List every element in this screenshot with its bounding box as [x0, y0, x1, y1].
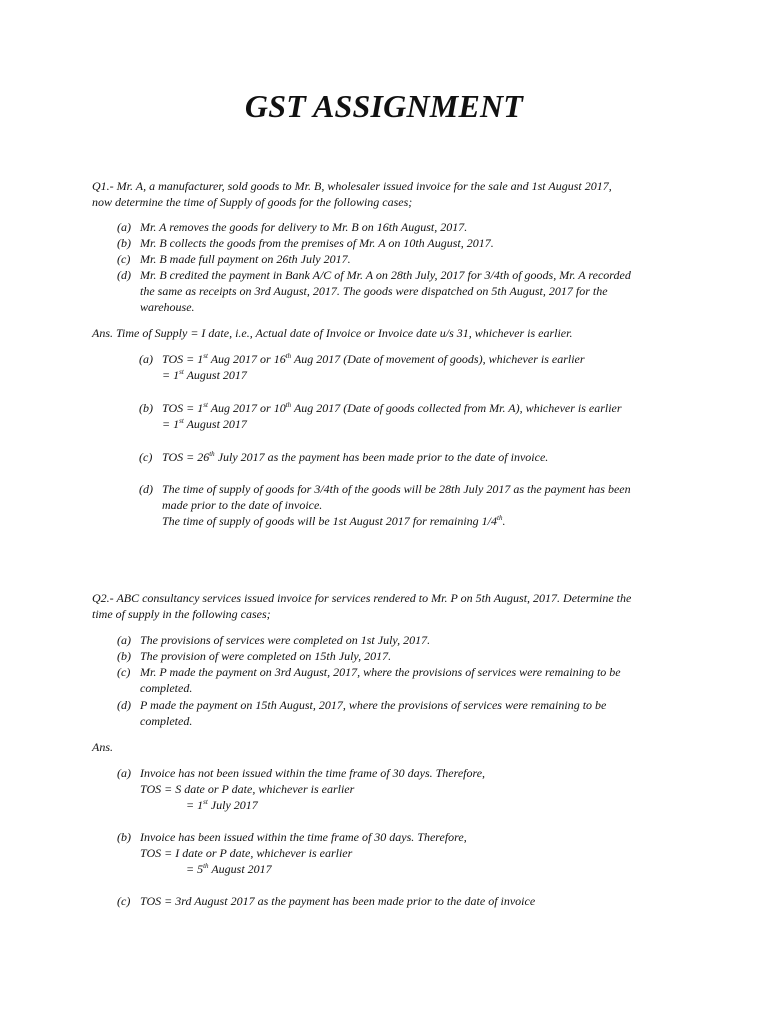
answer-text: made prior to the date of invoice.	[162, 498, 323, 512]
case-text: The provisions of services were completed on 1st July, 2017.	[140, 633, 431, 647]
answer-text: Invoice has been issued within the time frame of 30 days. Therefore,	[140, 830, 467, 844]
answer-text: TOS = 3rd August 2017 as the payment has been made prior to the date of invoice	[140, 894, 536, 908]
answer-text: TOS = 1st Aug 2017 or 10th Aug 2017 (Date of goods collected from Mr. A), whichever is earlier	[162, 401, 622, 415]
page-title: GST ASSIGNMENT	[244, 88, 524, 124]
answer-label: (c)	[117, 894, 131, 908]
q1-answer-intro: Ans. Time of Supply = I date, i.e., Actual date of Invoice or Invoice date u/s 31, whichever is earlier.	[92, 326, 573, 340]
case-label: (a)	[117, 220, 131, 234]
answer-text: = 1st July 2017	[186, 798, 258, 812]
case-text: completed.	[140, 714, 193, 728]
case-label: (c)	[117, 252, 131, 266]
q1-question	[92, 178, 682, 210]
case-text: Mr. A removes the goods for delivery to Mr. B on 16th August, 2017.	[140, 220, 468, 234]
answer-label: (b)	[139, 401, 153, 415]
answer-text: = 1st August 2017	[162, 417, 247, 431]
q2-question-line: Q2.- ABC consultancy services issued invoice for services rendered to Mr. P on 5th August, 2017. Determine the	[92, 591, 632, 605]
case-label: (b)	[117, 649, 131, 663]
answer-text: TOS = I date or P date, whichever is earlier	[140, 846, 353, 860]
answer-label: (a)	[139, 352, 153, 366]
q2-answer-intro: Ans.	[92, 740, 113, 754]
case-text: warehouse.	[140, 300, 195, 314]
case-text: The provision of were completed on 15th July, 2017.	[140, 649, 392, 663]
answer-text: TOS = 26th July 2017 as the payment has been made prior to the date of invoice.	[162, 450, 549, 464]
answer-text: = 1st August 2017	[162, 368, 247, 382]
answer-label: (d)	[139, 482, 153, 496]
case-text: Mr. B credited the payment in Bank A/C of Mr. A on 28th July, 2017 for 3/4th of goods, Mr. A recorded	[140, 268, 631, 282]
q2-question	[92, 590, 682, 622]
case-text: Mr. P made the payment on 3rd August, 2017, where the provisions of services were remaining to be	[140, 665, 621, 679]
case-label: (b)	[117, 236, 131, 250]
case-label: (d)	[117, 268, 131, 282]
case-text: P made the payment on 15th August, 2017, where the provisions of services were remaining to be	[140, 698, 607, 712]
case-text: Mr. B made full payment on 26th July 2017.	[140, 252, 351, 266]
answer-label: (c)	[139, 450, 153, 464]
case-label: (a)	[117, 633, 131, 647]
q1-question-line: Q1.- Mr. A, a manufacturer, sold goods to Mr. B, wholesaler issued invoice for the sale and 1st August 2017,	[92, 179, 612, 193]
q1-question-line: now determine the time of Supply of goods for the following cases;	[92, 195, 413, 209]
case-label: (c)	[117, 665, 131, 679]
answer-text: Invoice has not been issued within the time frame of 30 days. Therefore,	[140, 766, 486, 780]
case-text: the same as receipts on 3rd August, 2017. The goods were dispatched on 5th August, 2017 for the	[140, 284, 608, 298]
answer-text: The time of supply of goods will be 1st August 2017 for remaining 1/4th.	[162, 514, 506, 528]
answer-text: TOS = 1st Aug 2017 or 16th Aug 2017 (Date of movement of goods), whichever is earlier	[162, 352, 585, 366]
answer-label: (b)	[117, 830, 131, 844]
case-text: completed.	[140, 681, 193, 695]
answer-text: = 5th August 2017	[186, 862, 272, 876]
case-text: Mr. B collects the goods from the premises of Mr. A on 10th August, 2017.	[140, 236, 494, 250]
case-label: (d)	[117, 698, 131, 712]
answer-text: The time of supply of goods for 3/4th of the goods will be 28th July 2017 as the payment has been	[162, 482, 631, 496]
q2-question-line: time of supply in the following cases;	[92, 607, 271, 621]
answer-text: TOS = S date or P date, whichever is earlier	[140, 782, 355, 796]
answer-label: (a)	[117, 766, 131, 780]
